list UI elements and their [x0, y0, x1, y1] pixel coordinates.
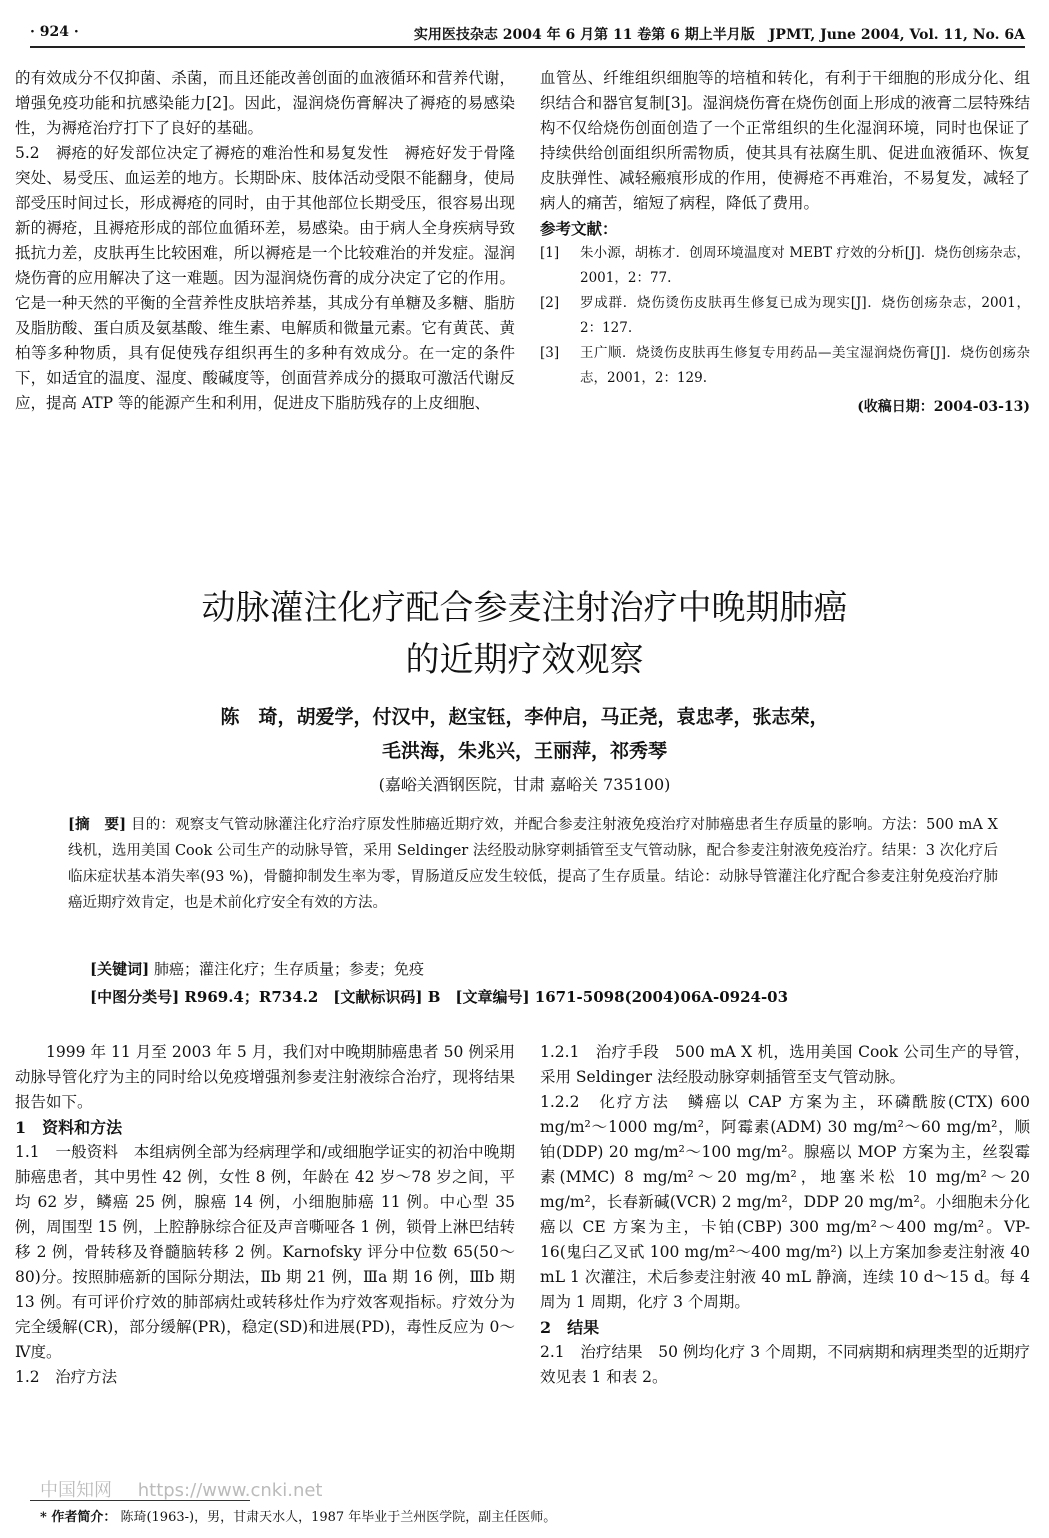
article-right-column: [540, 1040, 1030, 1390]
title-line: 的近期疗效观察: [405, 640, 644, 680]
prev-article-left-column: [15, 66, 515, 416]
paragraph: 1999 年 11 月至 2003 年 5 月，我们对中晚期肺癌患者 50 例采用动脉导管化疗为主的同时给以免疫增强剂参麦注射液综合治疗，现将结果报告如下。: [15, 1043, 515, 1111]
journal-citation: 实用医技杂志 2004 年 6 月第 11 卷第 6 期上半月版 JPMT, June 2004, Vol. 11, No. 6A: [413, 27, 1025, 43]
abstract-label: [摘 要]: [68, 816, 127, 833]
reference-number: [3]: [540, 345, 560, 361]
authors: [0, 700, 1049, 768]
paragraph: 1.2.2 化疗方法 鳞癌以 CAP 方案为主，环磷酰胺(CTX) 600 mg/m²～1000 mg/m²，阿霉素(ADM) 30 mg/m²～60 mg/m²，顺铂(DDP) 20 mg/m²～100 mg/m²。腺癌以 MOP 方案为主，丝裂霉素(MMC) 8 mg/m²～20 mg/m²，地塞米松 10 mg/m²～20 mg/m²，长春新碱(VCR) 2 mg/m²，DDP 20 mg/m²。小细胞未分化癌以 CE 方案为主，卡铂(CBP) 300 mg/m²～400 mg/m²。VP-16(鬼臼乙叉甙 100 mg/m²～400 mg/m²) 以上方案加参麦注射液 40 mL 1 次灌注，术后参麦注射液 40 mL 静滴，连续 10 d～15 d。每 4 周为 1 周期，化疗 3 个周期。: [540, 1093, 1030, 1311]
reference-number: [1]: [540, 245, 560, 261]
reference-item: [540, 291, 1030, 341]
footnote-rule: [30, 1500, 250, 1501]
reference-item: [540, 241, 1030, 291]
prev-article-right-column: [540, 66, 1030, 420]
author-footnote: [40, 1506, 556, 1525]
footnote-text: 陈琦(1963-)，男，甘肃天水人，1987 年毕业于兰州医学院，副主任医师。: [120, 1510, 557, 1525]
references-heading: 参考文献：: [540, 219, 618, 238]
article-title: [0, 582, 1049, 686]
abstract-text: 目的：观察支气管动脉灌注化疗治疗原发性肺癌近期疗效，并配合参麦注射液免疫治疗对肺癌患者生存质量的影响。方法：500 mA X 线机，选用美国 Cook 公司生产的动脉导管，采用 Seldinger 法经股动脉穿刺插管至支气管动脉，配合参麦注射液免疫治疗。结果：3 次化疗后临床症状基本消失率(93 %)，骨髓抑制发生率为零，胃肠道反应发生较低，提高了生存质量。结论：动脉导管灌注化疗配合参麦注射免疫治疗肺癌近期疗效肯定，也是术前化疗安全有效的方法。: [68, 817, 998, 911]
reference-number: [2]: [540, 295, 560, 311]
section-heading: 2 结果: [540, 1318, 600, 1337]
abstract: [68, 812, 998, 916]
paragraph: 5.2 褥疮的好发部位决定了褥疮的难治性和易复发性 褥疮好发于骨隆突处、易受压、血运差的地方。长期卧床、肢体活动受限不能翻身，使局部受压时间过长，形成褥疮的同时，由于其他部位长期受压，很容易出现新的褥疮，且褥疮形成的部位血循环差，易感染。由于病人全身疾病导致抵抗力差，皮肤再生比较困难，所以褥疮是一个比较难治的并发症。湿润烧伤膏的应用解决了这一难题。因为湿润烧伤膏的成分决定了它的作用。它是一种天然的平衡的全营养性皮肤培养基，其成分有单糖及多糖、脂肪及脂肪酸、蛋白质及氨基酸、维生素、电解质和微量元素。它有黄芪、黄柏等多种物质，具有促使残存组织再生的多种有效成分。在一定的条件下，如适宜的温度、湿度、酸碱度等，创面营养成分的摄取可激活代谢反应，提高 ATP 等的能源产生和利用，促进皮下脂肪残存的上皮细胞、: [15, 144, 515, 412]
title-line: 动脉灌注化疗配合参麦注射治疗中晚期肺癌: [201, 588, 848, 628]
paragraph: 1.2.1 治疗手段 500 mA X 机，选用美国 Cook 公司生产的导管，采用 Seldinger 法经股动脉穿刺插管至支气管动脉。: [540, 1043, 1030, 1086]
affiliation: (嘉峪关酒钢医院，甘肃 嘉峪关 735100): [378, 775, 671, 794]
reference-item: [540, 341, 1030, 391]
paragraph: 2.1 治疗结果 50 例均化疗 3 个周期，不同病期和病理类型的近期疗效见表 1 和表 2。: [540, 1343, 1030, 1386]
keywords-label: [关键词]: [90, 960, 150, 978]
classification-line: [中图分类号] R969.4；R734.2 [文献标识码] B [文章编号] 1671-5098(2004)06A-0924-03: [90, 988, 789, 1006]
reference-text: 王广顺．烧烫伤皮肤再生修复专用药品—美宝湿润烧伤膏[J]．烧伤创疡杂志，2001，2：129.: [580, 345, 1030, 386]
watermark-url: https://www.cnki.net: [137, 1480, 323, 1501]
reference-text: 朱小源，胡栋才．创周环境温度对 MEBT 疗效的分析[J]．烧伤创疡杂志，2001，2：77.: [580, 245, 1030, 286]
subsection-heading: 1.2 治疗方法: [15, 1368, 118, 1386]
reference-text: 罗成群．烧伤烫伤皮肤再生修复已成为现实[J]．烧伤创疡杂志，2001，2：127.: [580, 295, 1030, 336]
page-header: [30, 20, 1025, 48]
paragraph: 的有效成分不仅抑菌、杀菌，而且还能改善创面的血液循环和营养代谢，增强免疫功能和抗感染能力[2]。因此，湿润烧伤膏解决了褥疮的易感染性，为褥疮治疗打下了良好的基础。: [15, 69, 515, 137]
article-left-column: [15, 1040, 515, 1390]
footnote-label: * 作者简介：: [40, 1510, 117, 1525]
cnki-watermark: [40, 1476, 322, 1502]
keywords: [90, 958, 990, 979]
authors-line: 陈 琦，胡爱学，付汉中，赵宝钰，李仲启，马正尧，袁忠孝，张志荣，: [220, 706, 829, 728]
authors-line: 毛洪海，朱兆兴，王丽萍，祁秀琴: [381, 740, 667, 762]
watermark-brand: 中国知网: [40, 1480, 112, 1501]
received-date: (收稿日期：2004-03-13): [857, 399, 1030, 415]
paragraph: 血管丛、纤维组织细胞等的培植和转化，有利于干细胞的形成分化、组织结合和器官复制[3]。湿润烧伤膏在烧伤创面上形成的液膏二层特殊结构不仅给烧伤创面创造了一个正常组织的生化湿润环境，同时也保证了持续供给创面组织所需物质，使其具有祛腐生肌、促进血液循环、恢复皮肤弹性、减轻瘢痕形成的作用，使褥疮不再难治，不易复发，减轻了病人的痛苦，缩短了病程，降低了费用。: [540, 69, 1030, 212]
keywords-text: 肺癌；灌注化疗；生存质量；参麦；免疫: [153, 960, 424, 978]
page-number: · 924 ·: [30, 24, 79, 40]
paragraph: 1.1 一般资料 本组病例全部为经病理学和/或细胞学证实的初治中晚期肺癌患者，其中男性 42 例，女性 8 例，年龄在 42 岁～78 岁之间，平均 62 岁，鳞癌 25 例，腺癌 14 例，小细胞肺癌 11 例。中心型 35 例，周围型 15 例，上腔静脉综合征及声音嘶哑各 1 例，锁骨上淋巴结转移 2 例，骨转移及脊髓脑转移 2 例。Karnofsky 评分中位数 65(50～80)分。按照肺癌新的国际分期法，Ⅱb 期 21 例，Ⅲa 期 16 例，Ⅲb 期 13 例。有可评价疗效的肺部病灶或转移灶作为疗效客观指标。疗效分为完全缓解(CR)，部分缓解(PR)，稳定(SD)和进展(PD)，毒性反应为 0～Ⅳ度。: [15, 1143, 515, 1361]
section-heading: 1 资料和方法: [15, 1118, 123, 1137]
